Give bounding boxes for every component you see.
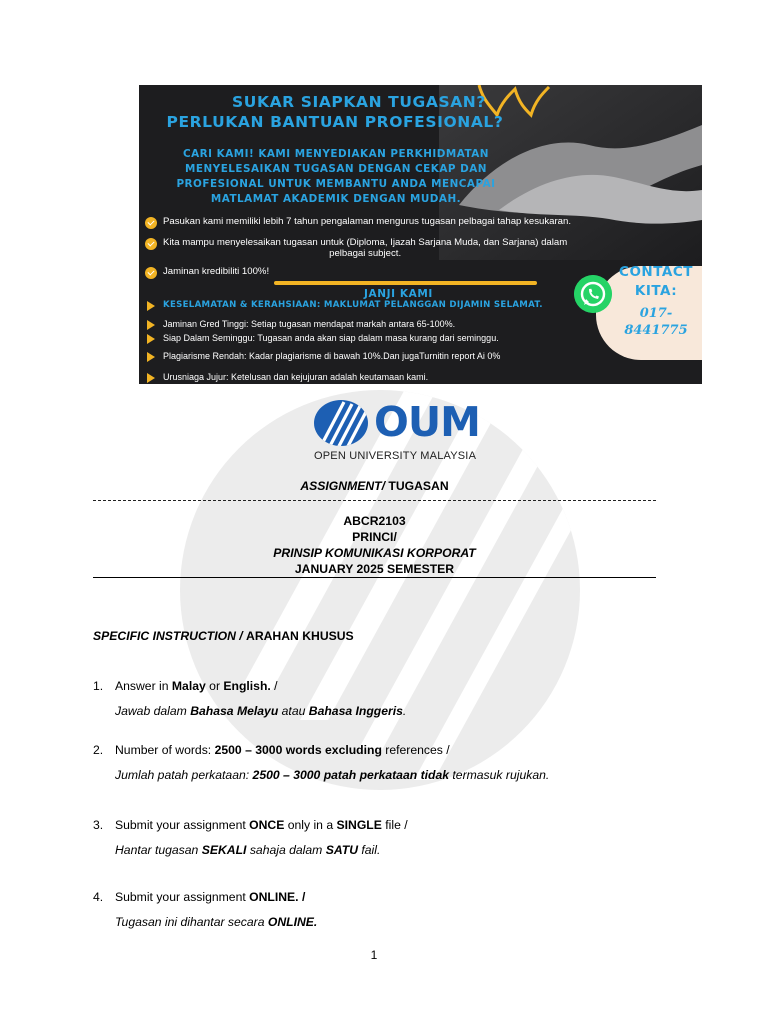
arrow-icon bbox=[147, 334, 155, 344]
oum-globe-icon bbox=[314, 400, 368, 446]
oum-logo bbox=[312, 398, 488, 464]
divider bbox=[274, 281, 537, 285]
arrow-icon bbox=[147, 352, 155, 362]
instructions-heading: SPECIFIC INSTRUCTION / ARAHAN KHUSUS bbox=[93, 629, 354, 643]
promise-item: Plagiarisme Rendah: Kadar plagiarisme di bawah 10%.Dan jugaTurnitin report Ai 0% bbox=[147, 351, 500, 362]
check-icon bbox=[145, 238, 157, 250]
promise-item: KESELAMATAN & KERAHSIAAN: MAKLUMAT PELANGGAN DIJAMIN SELAMAT. bbox=[147, 300, 543, 311]
instruction-bm: Jawab dalam Bahasa Melayu atau Bahasa Inggeris. bbox=[115, 704, 407, 718]
promise-item: Siap Dalam Seminggu: Tugasan anda akan siap dalam masa kurang dari seminggu. bbox=[147, 333, 499, 344]
promise-item: Jaminan Gred Tinggi: Setiap tugasan mendapat markah antara 65-100%. bbox=[147, 319, 455, 330]
check-item-text: pelbagai subject. bbox=[329, 248, 402, 259]
janji-kami-title: JANJI KAMI bbox=[364, 288, 433, 300]
promo-banner bbox=[139, 85, 702, 384]
promise-item: Urusniaga Jujur: Ketelusan dan kejujuran adalah keutamaan kami. bbox=[147, 372, 428, 383]
instruction-bm: Jumlah patah perkataan: 2500 – 3000 patah perkataan tidak termasuk rujukan. bbox=[115, 768, 550, 782]
banner-title-1: SUKAR SIAPKAN TUGASAN? bbox=[232, 93, 486, 111]
course-name: PRINSIP KOMUNIKASI KORPORAT bbox=[273, 546, 476, 560]
whatsapp-icon[interactable] bbox=[574, 275, 612, 313]
check-item-text: Pasukan kami memiliki lebih 7 tahun pengalaman mengurus tugasan pelbagai tahap kesukaran. bbox=[163, 216, 571, 227]
contact-phone[interactable]: 017-8441775 bbox=[624, 306, 688, 338]
check-icon bbox=[145, 267, 157, 279]
dashed-divider bbox=[93, 500, 656, 502]
arrow-icon bbox=[147, 373, 155, 383]
course-short: PRINCI/ bbox=[352, 530, 397, 544]
arrow-icon bbox=[147, 320, 155, 330]
solid-divider bbox=[93, 577, 656, 578]
check-icon bbox=[145, 217, 157, 229]
check-item-text: Kita mampu menyelesaikan tugasan untuk (Diploma, Ijazah Sarjana Muda, dan Sarjana) dalam bbox=[163, 237, 568, 248]
instruction-en: Submit your assignment ONCE only in a SINGLE file / bbox=[115, 818, 408, 832]
assignment-heading: ASSIGNMENT/ TUGASAN bbox=[300, 479, 449, 493]
banner-intro: CARI KAMI! KAMI MENYEDIAKAN PERKHIDMATAN MENYELESAIKAN TUGASAN DENGAN CEKAP DAN PROFESIONAL UNTUK MEMBANTU ANDA MENCAPAI MATLAMAT AKADEMIK DENGAN MUDAH. bbox=[176, 148, 496, 205]
arrow-icon bbox=[147, 301, 155, 311]
contact-title: CONTACT KITA: bbox=[619, 264, 693, 299]
instruction-bm: Tugasan ini dihantar secara ONLINE. bbox=[115, 915, 318, 929]
check-item bbox=[145, 216, 571, 229]
check-item bbox=[145, 266, 269, 279]
check-item-text: Jaminan kredibiliti 100%! bbox=[163, 266, 270, 277]
oum-logo-subtitle: OPEN UNIVERSITY MALAYSIA bbox=[314, 450, 477, 462]
oum-logo-text: OUM bbox=[374, 398, 480, 446]
instruction-en: Answer in Malay or English. / bbox=[115, 679, 278, 693]
instruction-en: Submit your assignment ONLINE. / bbox=[115, 890, 306, 904]
banner-title-2: PERLUKAN BANTUAN PROFESIONAL? bbox=[166, 113, 504, 131]
semester: JANUARY 2025 SEMESTER bbox=[294, 562, 455, 576]
page-number: 1 bbox=[370, 948, 378, 962]
check-item bbox=[145, 237, 665, 259]
instruction-en: Number of words: 2500 – 3000 words excluding references / bbox=[115, 743, 450, 757]
instruction-bm: Hantar tugasan SEKALI sahaja dalam SATU fail. bbox=[115, 843, 381, 857]
course-code: ABCR2103 bbox=[343, 514, 406, 528]
